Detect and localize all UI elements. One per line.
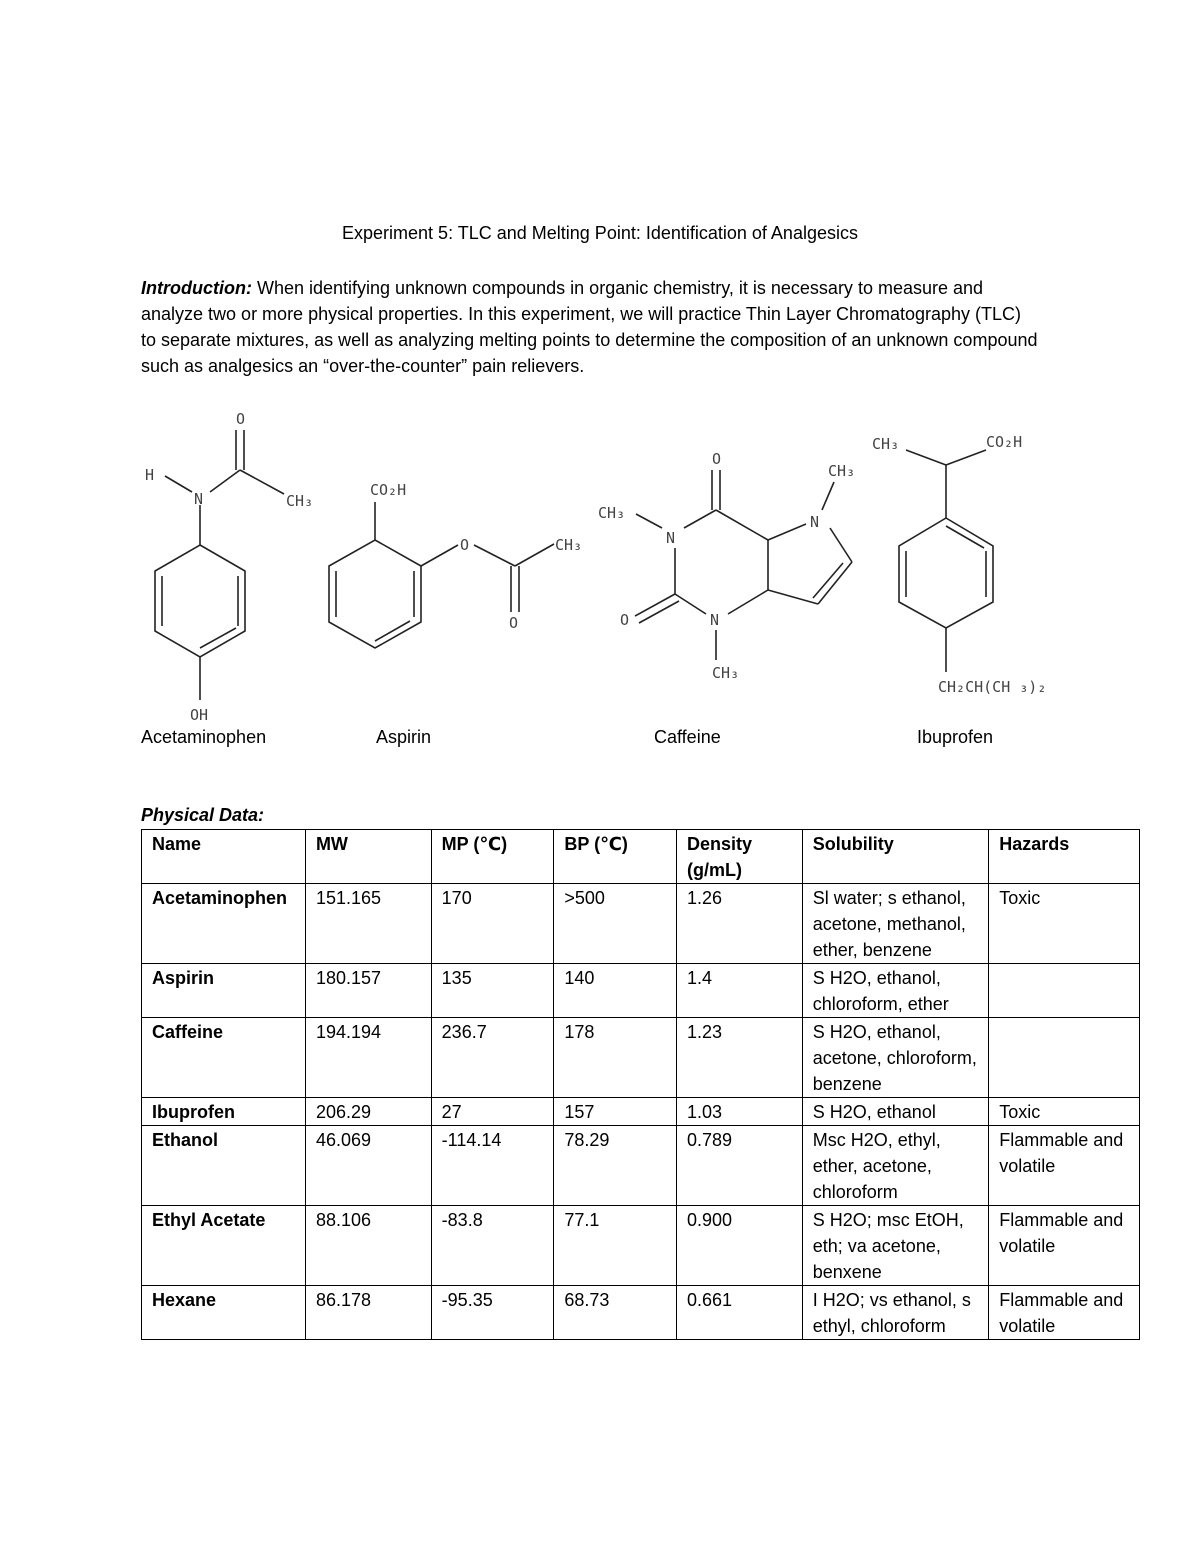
introduction-lead: Introduction:	[141, 278, 252, 298]
table-cell: 178	[554, 1018, 677, 1098]
table-cell: 194.194	[305, 1018, 431, 1098]
table-cell: 0.789	[677, 1126, 803, 1206]
table-cell: S H2O, ethanol, chloroform, ether	[802, 964, 989, 1018]
atom-label: N	[810, 513, 820, 531]
introduction-text: When identifying unknown compounds in organic chemistry, it is necessary to measure and analyze two or more physical properties. In this experiment, we will practice Thin Layer Chromatography (TLC) to separate mixtures, as well as analyzing melting points to determine the composition of an unknown compound such as analgesics an “over-the-counter” pain relievers.	[141, 278, 1038, 376]
table-cell: 140	[554, 964, 677, 1018]
table-cell: 77.1	[554, 1206, 677, 1286]
compound-name: Hexane	[142, 1286, 306, 1340]
compound-name: Acetaminophen	[142, 884, 306, 964]
table-cell: 78.29	[554, 1126, 677, 1206]
atom-label: O	[236, 410, 246, 428]
ibuprofen-label: Ibuprofen	[917, 727, 994, 747]
atom-label: H	[145, 466, 155, 484]
table-row	[142, 1286, 1140, 1340]
table-cell: 236.7	[431, 1018, 554, 1098]
caffeine-label: Caffeine	[654, 727, 721, 747]
table-row	[142, 1098, 1140, 1126]
table-cell: S H2O; msc EtOH, eth; va acetone, benxene	[802, 1206, 989, 1286]
atom-label: N	[666, 529, 676, 547]
table-cell: S H2O, ethanol, acetone, chloroform, benzene	[802, 1018, 989, 1098]
atom-label: CH₃	[828, 462, 856, 480]
ibuprofen-structure	[899, 450, 993, 672]
column-header: MP (℃)	[431, 830, 554, 884]
table-cell: 88.106	[305, 1206, 431, 1286]
table-cell: 135	[431, 964, 554, 1018]
atom-label: CH₃	[598, 504, 626, 522]
atom-label: OH	[190, 706, 209, 724]
atom-label: O	[620, 611, 630, 629]
physical-data-table	[141, 829, 1140, 1340]
table-row	[142, 1206, 1140, 1286]
atom-label: CH₃	[286, 492, 314, 510]
table-cell: 46.069	[305, 1126, 431, 1206]
table-cell: Toxic	[989, 1098, 1140, 1126]
table-cell: >500	[554, 884, 677, 964]
atom-label: CH₃	[555, 536, 583, 554]
atom-label: O	[460, 536, 470, 554]
table-cell: 151.165	[305, 884, 431, 964]
acetaminophen-structure	[155, 430, 284, 700]
table-cell: 1.23	[677, 1018, 803, 1098]
table-cell: 0.900	[677, 1206, 803, 1286]
table-cell: 1.03	[677, 1098, 803, 1126]
table-cell: 1.26	[677, 884, 803, 964]
chemical-structures	[0, 400, 1200, 730]
table-cell: Flammable and volatile	[989, 1126, 1140, 1206]
column-header: Density (g/mL)	[677, 830, 803, 884]
aspirin-label: Aspirin	[376, 727, 432, 747]
compound-name: Ibuprofen	[142, 1098, 306, 1126]
table-cell: 86.178	[305, 1286, 431, 1340]
table-header-row	[142, 830, 1140, 884]
table-cell: S H2O, ethanol	[802, 1098, 989, 1126]
atom-label: O	[712, 450, 722, 468]
table-cell: 27	[431, 1098, 554, 1126]
table-cell: -95.35	[431, 1286, 554, 1340]
table-cell: -83.8	[431, 1206, 554, 1286]
compound-name: Caffeine	[142, 1018, 306, 1098]
table-cell: 180.157	[305, 964, 431, 1018]
table-row	[142, 964, 1140, 1018]
compound-name: Aspirin	[142, 964, 306, 1018]
table-cell: -114.14	[431, 1126, 554, 1206]
table-cell: 68.73	[554, 1286, 677, 1340]
column-header: Solubility	[802, 830, 989, 884]
table-cell	[989, 1018, 1140, 1098]
atom-label: CO₂H	[370, 481, 407, 499]
physical-data-heading: Physical Data:	[141, 805, 265, 825]
table-cell: 170	[431, 884, 554, 964]
caffeine-structure	[635, 470, 852, 660]
column-header: BP (℃)	[554, 830, 677, 884]
atom-label: N	[194, 490, 204, 508]
table-row	[142, 1126, 1140, 1206]
table-cell: Toxic	[989, 884, 1140, 964]
table-row	[142, 884, 1140, 964]
table-cell: Sl water; s ethanol, acetone, methanol, ether, benzene	[802, 884, 989, 964]
acetaminophen-label: Acetaminophen	[141, 727, 267, 747]
table-cell: 0.661	[677, 1286, 803, 1340]
atom-label: CH₃	[872, 435, 900, 453]
atom-label: CO₂H	[986, 433, 1023, 451]
table-cell	[989, 964, 1140, 1018]
column-header: Name	[142, 830, 306, 884]
aspirin-structure	[329, 502, 554, 648]
table-cell: Flammable and volatile	[989, 1286, 1140, 1340]
table-row	[142, 1018, 1140, 1098]
compound-name: Ethanol	[142, 1126, 306, 1206]
atom-label: N	[710, 611, 720, 629]
table-cell: I H2O; vs ethanol, s ethyl, chloroform	[802, 1286, 989, 1340]
atom-label: CH₃	[712, 664, 740, 682]
table-cell: 1.4	[677, 964, 803, 1018]
atom-label: CH₂CH(CH ₃)₂	[938, 678, 1047, 696]
table-cell: 206.29	[305, 1098, 431, 1126]
column-header: MW	[305, 830, 431, 884]
atom-label: O	[509, 614, 519, 632]
document-title: Experiment 5: TLC and Melting Point: Identification of Analgesics	[342, 223, 858, 243]
table-cell: Flammable and volatile	[989, 1206, 1140, 1286]
table-cell: Msc H2O, ethyl, ether, acetone, chloroform	[802, 1126, 989, 1206]
table-cell: 157	[554, 1098, 677, 1126]
introduction-paragraph	[141, 275, 1041, 379]
column-header: Hazards	[989, 830, 1140, 884]
compound-name: Ethyl Acetate	[142, 1206, 306, 1286]
